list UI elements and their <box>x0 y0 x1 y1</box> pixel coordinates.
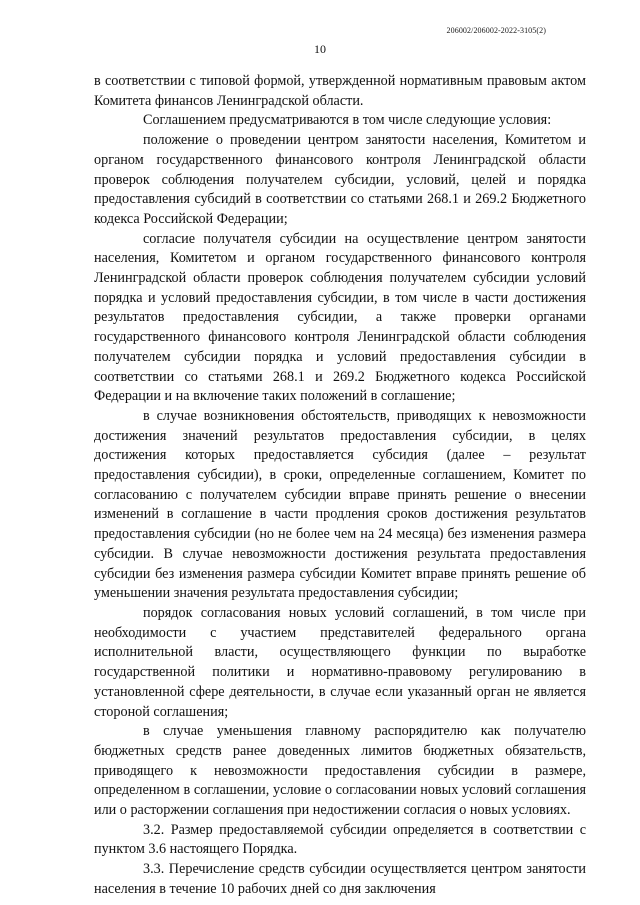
document-id: 206002/206002-2022-3105(2) <box>446 26 546 35</box>
paragraph: в соответствии с типовой формой, утвержденной нормативным правовым актом Комитета финансов Ленинградской области. <box>94 73 586 109</box>
paragraph: положение о проведении центром занятости населения, Комитетом и органом государственного финансового контроля Ленинградской области проверок соблюдения получателем субсидии, условий, целей и порядка предоставления субсидий в соответствии со статьями 268.1 и 269.2 Бюджетного кодекса Российской Федерации; <box>94 132 586 227</box>
paragraph: согласие получателя субсидии на осуществление центром занятости населения, Комитетом и органом государственного финансового контроля Ленинградской области проверок соблюдения получателем субсидии условий порядка и условий предоставления субсидии, в том числе в части достижения результатов предоставления субсидии, а также проверки органами государственного финансового контроля Ленинградской области соблюдения получателем субсидии порядка и условий предоставления субсидии в соответствии со статьями 268.1 и 269.2 Бюджетного кодекса Российской Федерации и на включение таких положений в соглашение; <box>94 230 586 405</box>
paragraph: Соглашением предусматриваются в том числе следующие условия: <box>143 112 552 129</box>
paragraph: 3.3. Перечисление средств субсидии осуществляется центром занятости населения в течение 10 рабочих дней со дня заключения <box>94 861 586 897</box>
paragraph: в случае возникновения обстоятельств, приводящих к невозможности достижения значений результатов предоставления субсидии, в целях достижения которых предоставляется субсидия (далее – результат предоставления субсидии), в сроки, определенные соглашением, Комитет по согласованию с получателем субсидии вправе принять решение о внесении изменений в соглашение в части продления сроков достижения результатов предоставления субсидии (но не более чем на 24 месяца) без изменения размера субсидии. В случае невозможности достижения результата предоставления субсидии без изменения размера субсидии Комитет вправе принять решение об уменьшении значения результата предоставления субсидии; <box>94 407 586 602</box>
document-body <box>94 72 586 900</box>
paragraph: в случае уменьшения главному распорядителю как получателю бюджетных средств ранее доведенных лимитов бюджетных обязательств, приводящего к невозможности предоставления субсидии в размере, определенном в соглашении, условие о согласовании новых условий соглашения или о расторжении соглашения при недостижении согласия о новых условиях. <box>94 723 586 819</box>
paragraph: порядок согласования новых условий соглашений, в том числе при необходимости с участием представителей федерального органа исполнительной власти, осуществляющего функции по выработке государственной политики и нормативно-правовому регулированию в установленной сфере деятельности, в случае если указанный орган не является стороной соглашения; <box>94 604 586 720</box>
paragraph: 3.2. Размер предоставляемой субсидии определяется в соответствии с пунктом 3.6 настоящего Порядка. <box>94 821 586 858</box>
page-number: 10 <box>314 42 326 56</box>
